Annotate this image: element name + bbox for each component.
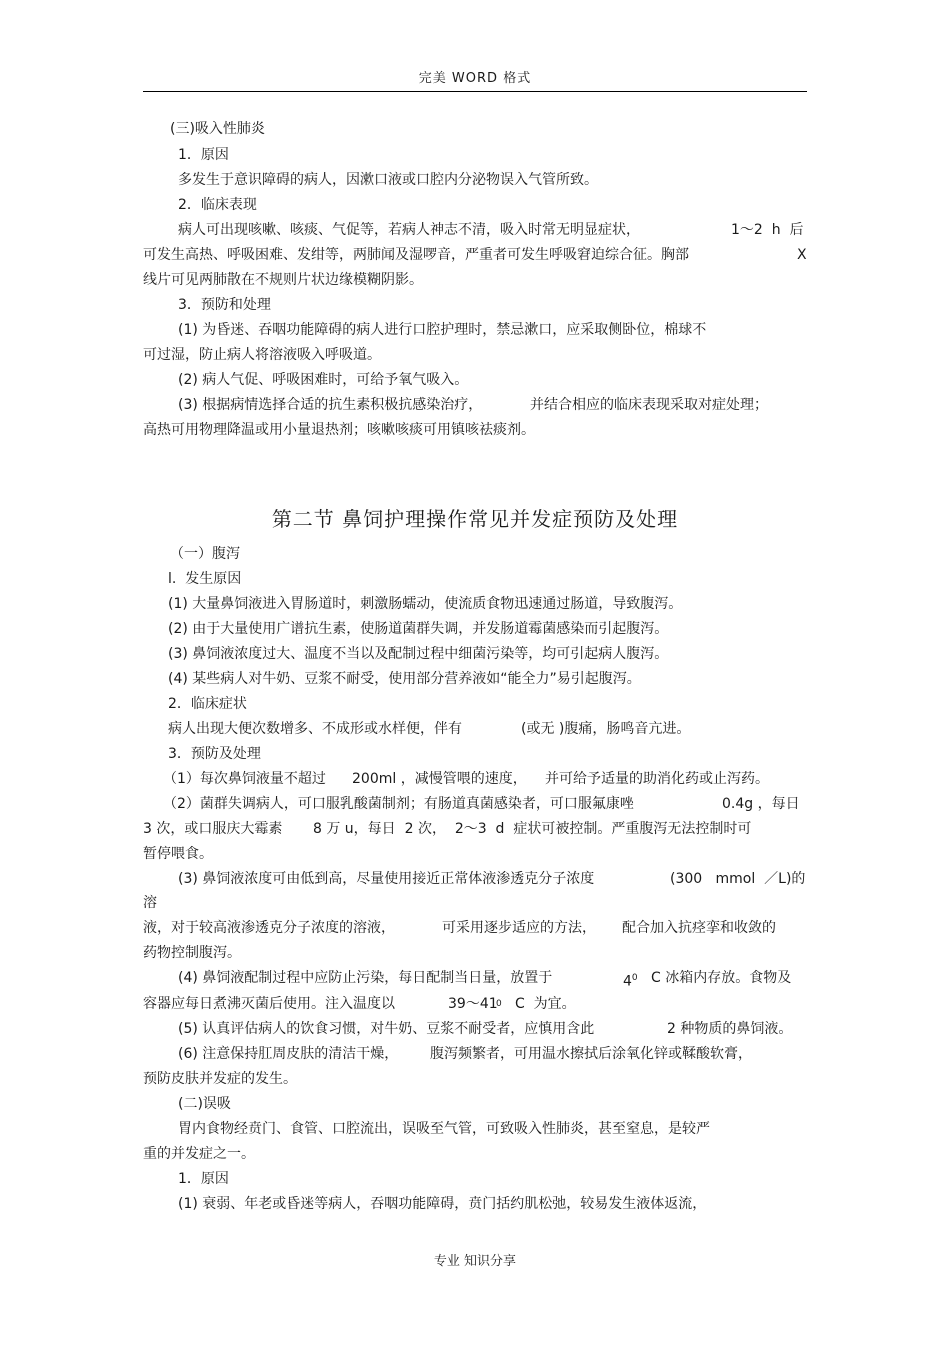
text-line: 多发生于意识障碍的病人，因漱口液或口腔内分泌物误入气管所致。 xyxy=(178,172,598,188)
text-line: 高热可用物理降温或用小量退热剂；咳嗽咳痰可用镇咳祛痰剂。 xyxy=(143,422,535,438)
text-line: (1) 衰弱、年老或昏迷等病人，吞咽功能障碍，贲门括约肌松弛，较易发生液体返流， xyxy=(178,1196,707,1212)
header-rule xyxy=(143,91,807,92)
text-line: 胃内食物经贲门、食管、口腔流出，误吸至气管，可致吸入性肺炎，甚至窒息，是较严 xyxy=(178,1121,710,1137)
text-line: (4) 某些病人对牛奶、豆浆不耐受，使用部分营养液如“能全力”易引起腹泻。 xyxy=(168,671,641,687)
text-line: C 冰箱内存放。食物及 xyxy=(651,970,792,986)
text-line: 3．预防及处理 xyxy=(168,746,261,762)
text-line: (1) 大量鼻饲液进入胃肠道时，刺激肠蠕动，使流质食物迅速通过肠道，导致腹泻。 xyxy=(168,596,683,612)
text-line: 液，对于较高液渗透克分子浓度的溶液， xyxy=(143,920,395,936)
text-line: 2 种物质的鼻饲液。 xyxy=(667,1021,793,1037)
text-line: (2) 病人气促、呼吸困难时，可给予氧气吸入。 xyxy=(178,372,469,388)
degree-mark: 0 xyxy=(496,999,502,1009)
text-line: 可发生高热、呼吸困难、发绀等，两肺闻及湿啰音，严重者可发生呼吸窘迫综合征。胸部 xyxy=(143,247,689,263)
text-line: 预防皮肤并发症的发生。 xyxy=(143,1071,297,1087)
text-line: 39～41 xyxy=(448,996,498,1012)
text-line: 暂停喂食。 xyxy=(143,846,213,862)
text-line: 配合加入抗痉挛和收敛的 xyxy=(622,920,776,936)
text-line: 0.4g ，每日 xyxy=(722,796,800,812)
text-line: 2．临床表现 xyxy=(178,197,257,213)
text-line: 可采用逐步适应的方法， xyxy=(442,920,596,936)
text-line: (5) 认真评估病人的饮食习惯，对牛奶、豆浆不耐受者，应慎用含此 xyxy=(178,1021,595,1037)
text-line: （一）腹泻 xyxy=(170,546,240,562)
section-title: 第二节 鼻饲护理操作常见并发症预防及处理 xyxy=(271,507,679,531)
text-line: 1．原因 xyxy=(178,147,229,163)
text-line: 2．临床症状 xyxy=(168,696,247,712)
text-line: (300 mmol ／L)的 xyxy=(670,871,806,887)
text-line: 1～2 h 后 xyxy=(731,222,804,238)
text-line: （2）菌群失调病人，可口服乳酸菌制剂；有肠道真菌感染者，可口服氟康唑 xyxy=(163,796,634,812)
text-line: 病人可出现咳嗽、咳痰、气促等，若病人神志不清，吸入时常无明显症状， xyxy=(178,222,640,238)
text-line: (4) 鼻饲液配制过程中应防止污染，每日配制当日量，放置于 xyxy=(178,970,553,986)
text-line: (3) 根据病情选择合适的抗生素积极抗感染治疗， xyxy=(178,397,483,413)
text-line: 容器应每日煮沸灭菌后使用。注入温度以 xyxy=(143,996,395,1012)
text-line: 溶 xyxy=(143,895,157,911)
text-line: (三)吸入性肺炎 xyxy=(170,121,265,137)
text-line: 并结合相应的临床表现采取对症处理； xyxy=(530,397,768,413)
text-line: 200ml ，减慢管喂的速度， xyxy=(352,771,527,787)
text-line: 病人出现大便次数增多、不成形或水样便，伴有 xyxy=(168,721,462,737)
text-line: 3 次，或口服庆大霉素 xyxy=(143,821,283,837)
text-line: (或无 )腹痛，肠鸣音亢进。 xyxy=(521,721,691,737)
text-line: (2) 由于大量使用广谱抗生素，使肠道菌群失调，并发肠道霉菌感染而引起腹泻。 xyxy=(168,621,669,637)
text-line: 腹泻频繁者，可用温水擦拭后涂氧化锌或鞣酸软膏， xyxy=(430,1046,752,1062)
text-line: 药物控制腹泻。 xyxy=(143,945,241,961)
text-line: (3) 鼻饲液浓度可由低到高，尽量使用接近正常体液渗透克分子浓度 xyxy=(178,871,595,887)
text-line: (3) 鼻饲液浓度过大、温度不当以及配制过程中细菌污染等，均可引起病人腹泻。 xyxy=(168,646,669,662)
text-line: 线片可见两肺散在不规则片状边缘模糊阴影。 xyxy=(143,272,423,288)
text-line: 1．原因 xyxy=(178,1171,229,1187)
text-line: (6) 注意保持肛周皮肤的清洁干燥， xyxy=(178,1046,399,1062)
text-line: 8 万 u，每日 2 次， 2～3 d 症状可被控制。严重腹泻无法控制时可 xyxy=(313,821,752,837)
text-line: 可过湿，防止病人将溶液吸入呼吸道。 xyxy=(143,347,381,363)
text-line: 重的并发症之一。 xyxy=(143,1146,255,1162)
text-line: （1）每次鼻饲液量不超过 xyxy=(163,771,326,787)
text-line: 3．预防和处理 xyxy=(178,297,271,313)
degree-mark: $4^0$ xyxy=(623,973,638,990)
text-line: X xyxy=(797,247,807,263)
page-footer: 专业 知识分享 xyxy=(433,1254,517,1269)
text-line: l. 发生原因 xyxy=(168,571,242,587)
text-line: C 为宜。 xyxy=(515,996,576,1012)
text-line: (二)误吸 xyxy=(178,1096,231,1112)
page-header: 完美 WORD 格式 xyxy=(418,71,532,86)
text-line: 并可给予适量的助消化药或止泻药。 xyxy=(545,771,769,787)
text-line: (1) 为昏迷、吞咽功能障碍的病人进行口腔护理时，禁忌漱口，应采取侧卧位，棉球不 xyxy=(178,322,707,338)
